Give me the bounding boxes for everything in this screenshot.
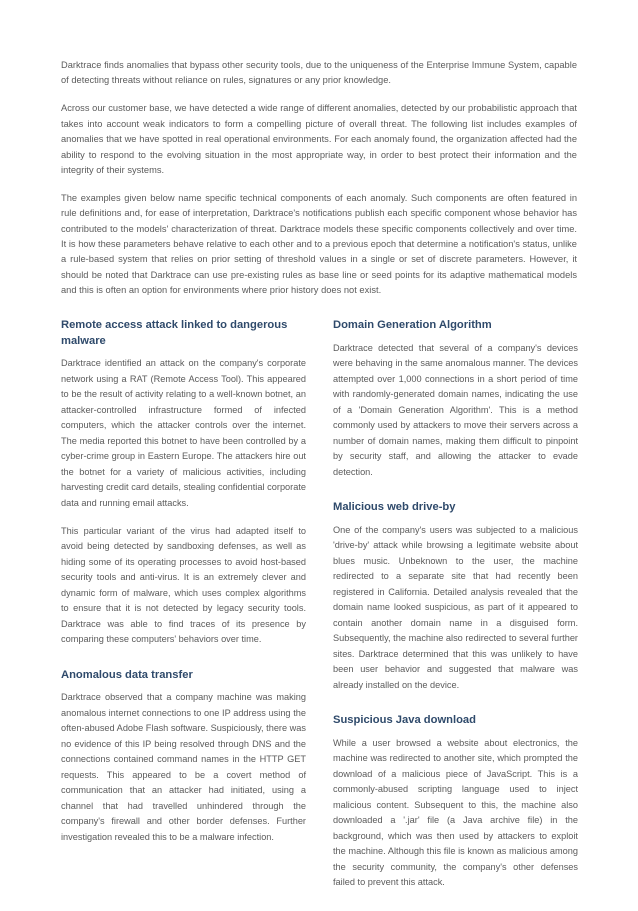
section-paragraph: Darktrace detected that several of a company's devices were behaving in the same anomalous manner. The devices attempted over 1,000 connections in a short period of time with randomly-generated domain names, indicating the use of a 'Domain Generation Algorithm'. This is a method commonly used by attackers to move their servers across a number of domain names, making them difficult to pinpoint by security staff, and allowing the attacker to evade detection.: [333, 342, 578, 477]
section-paragraph: Darktrace identified an attack on the company's corporate network using a RAT (Remote Access Tool). This appeared to be the result of activity relating to a well-known botnet, an attacker-controlled infrastructure formed of infected computers, which the attacker controls over the internet. The media reported this botnet to have been controlled by a cyber-crime group in Eastern Europe. The attackers hire out the botnet for a variety of malicious activities, including harvesting credit card details, stealing confidential corporate data and running email attacks.: [61, 358, 306, 508]
intro-paragraph: The examples given below name specific technical components of each anomaly. Such components are often featured in rule definitions and, for ease of interpretation, Darktrace's notifications publish each specific component whose behavior has contributed to the models' characterization of threat. Darktrace models these specific components collectively and over time. It is how these parameters behave relative to each other and to a previous epoch that determine a notification's status, unlike a rule-based system that relies on prior setting of threshold values in a single or set of discrete parameters. However, it should be noted that Darktrace can use pre-existing rules as base line or seed points for its adaptive mathematical models and this is often an option for environments where prior history does not exist.: [61, 192, 577, 296]
section-heading: Suspicious Java download: [333, 714, 476, 726]
intro-section: [61, 58, 577, 299]
right-column: [333, 318, 578, 911]
section-heading: Domain Generation Algorithm: [333, 319, 492, 331]
section-paragraph: While a user browsed a website about electronics, the machine was redirected to another site, which prompted the download of a malicious piece of JavaScript. This is a commonly-abused scripting language used to inject malicious content. Subsequent to this, the machine also downloaded a '.jar' file (a Java archive file) in the background, which was then used by attackers to exploit the machine. Although this file is known as malicious among the security community, the company's other defenses failed to prevent this attack.: [333, 737, 578, 887]
section-heading: Remote access attack linked to dangerous malware: [61, 319, 288, 347]
section-paragraph: Darktrace observed that a company machine was making anomalous internet connections to one IP address using the often-abused Adobe Flash software. Suspiciously, there was no evidence of this IP being resolved through DNS and the connections contained command names in the HTTP GET requests. This appeared to be a covert method of communication that an attacker had initiated, using a channel that had travelled unhindered through the company's firewall and other border defenses. Further investigation revealed this to be a malware infection.: [61, 692, 306, 842]
section-paragraph: This particular variant of the virus had adapted itself to avoid being detected by sandboxing defenses, as well as hiding some of its operating processes to avoid host-based security tools and anti-virus. It is an extremely clever and dynamic form of malware, which uses complex algorithms to ensure that it is not detected by legacy security tools. Darktrace was able to find traces of its presence by comparing these computers' behaviors over time.: [61, 525, 306, 645]
section-dga: [333, 318, 578, 480]
section-remote-access: [61, 318, 306, 648]
section-heading: Anomalous data transfer: [61, 668, 193, 681]
examples-columns: [61, 318, 578, 911]
section-java: [333, 713, 578, 891]
left-column: [61, 318, 306, 911]
section-data-transfer: [61, 668, 306, 846]
section-drive-by: [333, 500, 578, 693]
intro-paragraph: Across our customer base, we have detected a wide range of different anomalies, detected by our probabilistic approach that takes into account weak indicators to form a compelling picture of overall threat. The following list includes examples of anomalies that we have spotted in real operational environments. For each anomaly found, the organization affected had the ability to respond to the evolving situation in the most appropriate way, in order to best protect their information and the integrity of their systems.: [61, 103, 577, 175]
section-heading: Malicious web drive-by: [333, 501, 456, 513]
intro-paragraph: Darktrace finds anomalies that bypass other security tools, due to the uniqueness of the Enterprise Immune System, capable of detecting threats without reliance on rules, signatures or any prior knowledge.: [61, 60, 577, 86]
section-paragraph: One of the company's users was subjected to a malicious 'drive-by' attack while browsing a legitimate website about blues music. Unbeknown to the user, the machine redirected to a separate site that had recently been registered in California. Detailed analysis revealed that the domain name looked suspicious, as part of it appeared to contain another domain name in a disguised form. Subsequently, the machine also redirected to several further sites. Darktrace determined that this was unlikely to have been user behavior and suggested that malware was already installed on the device.: [333, 524, 578, 690]
